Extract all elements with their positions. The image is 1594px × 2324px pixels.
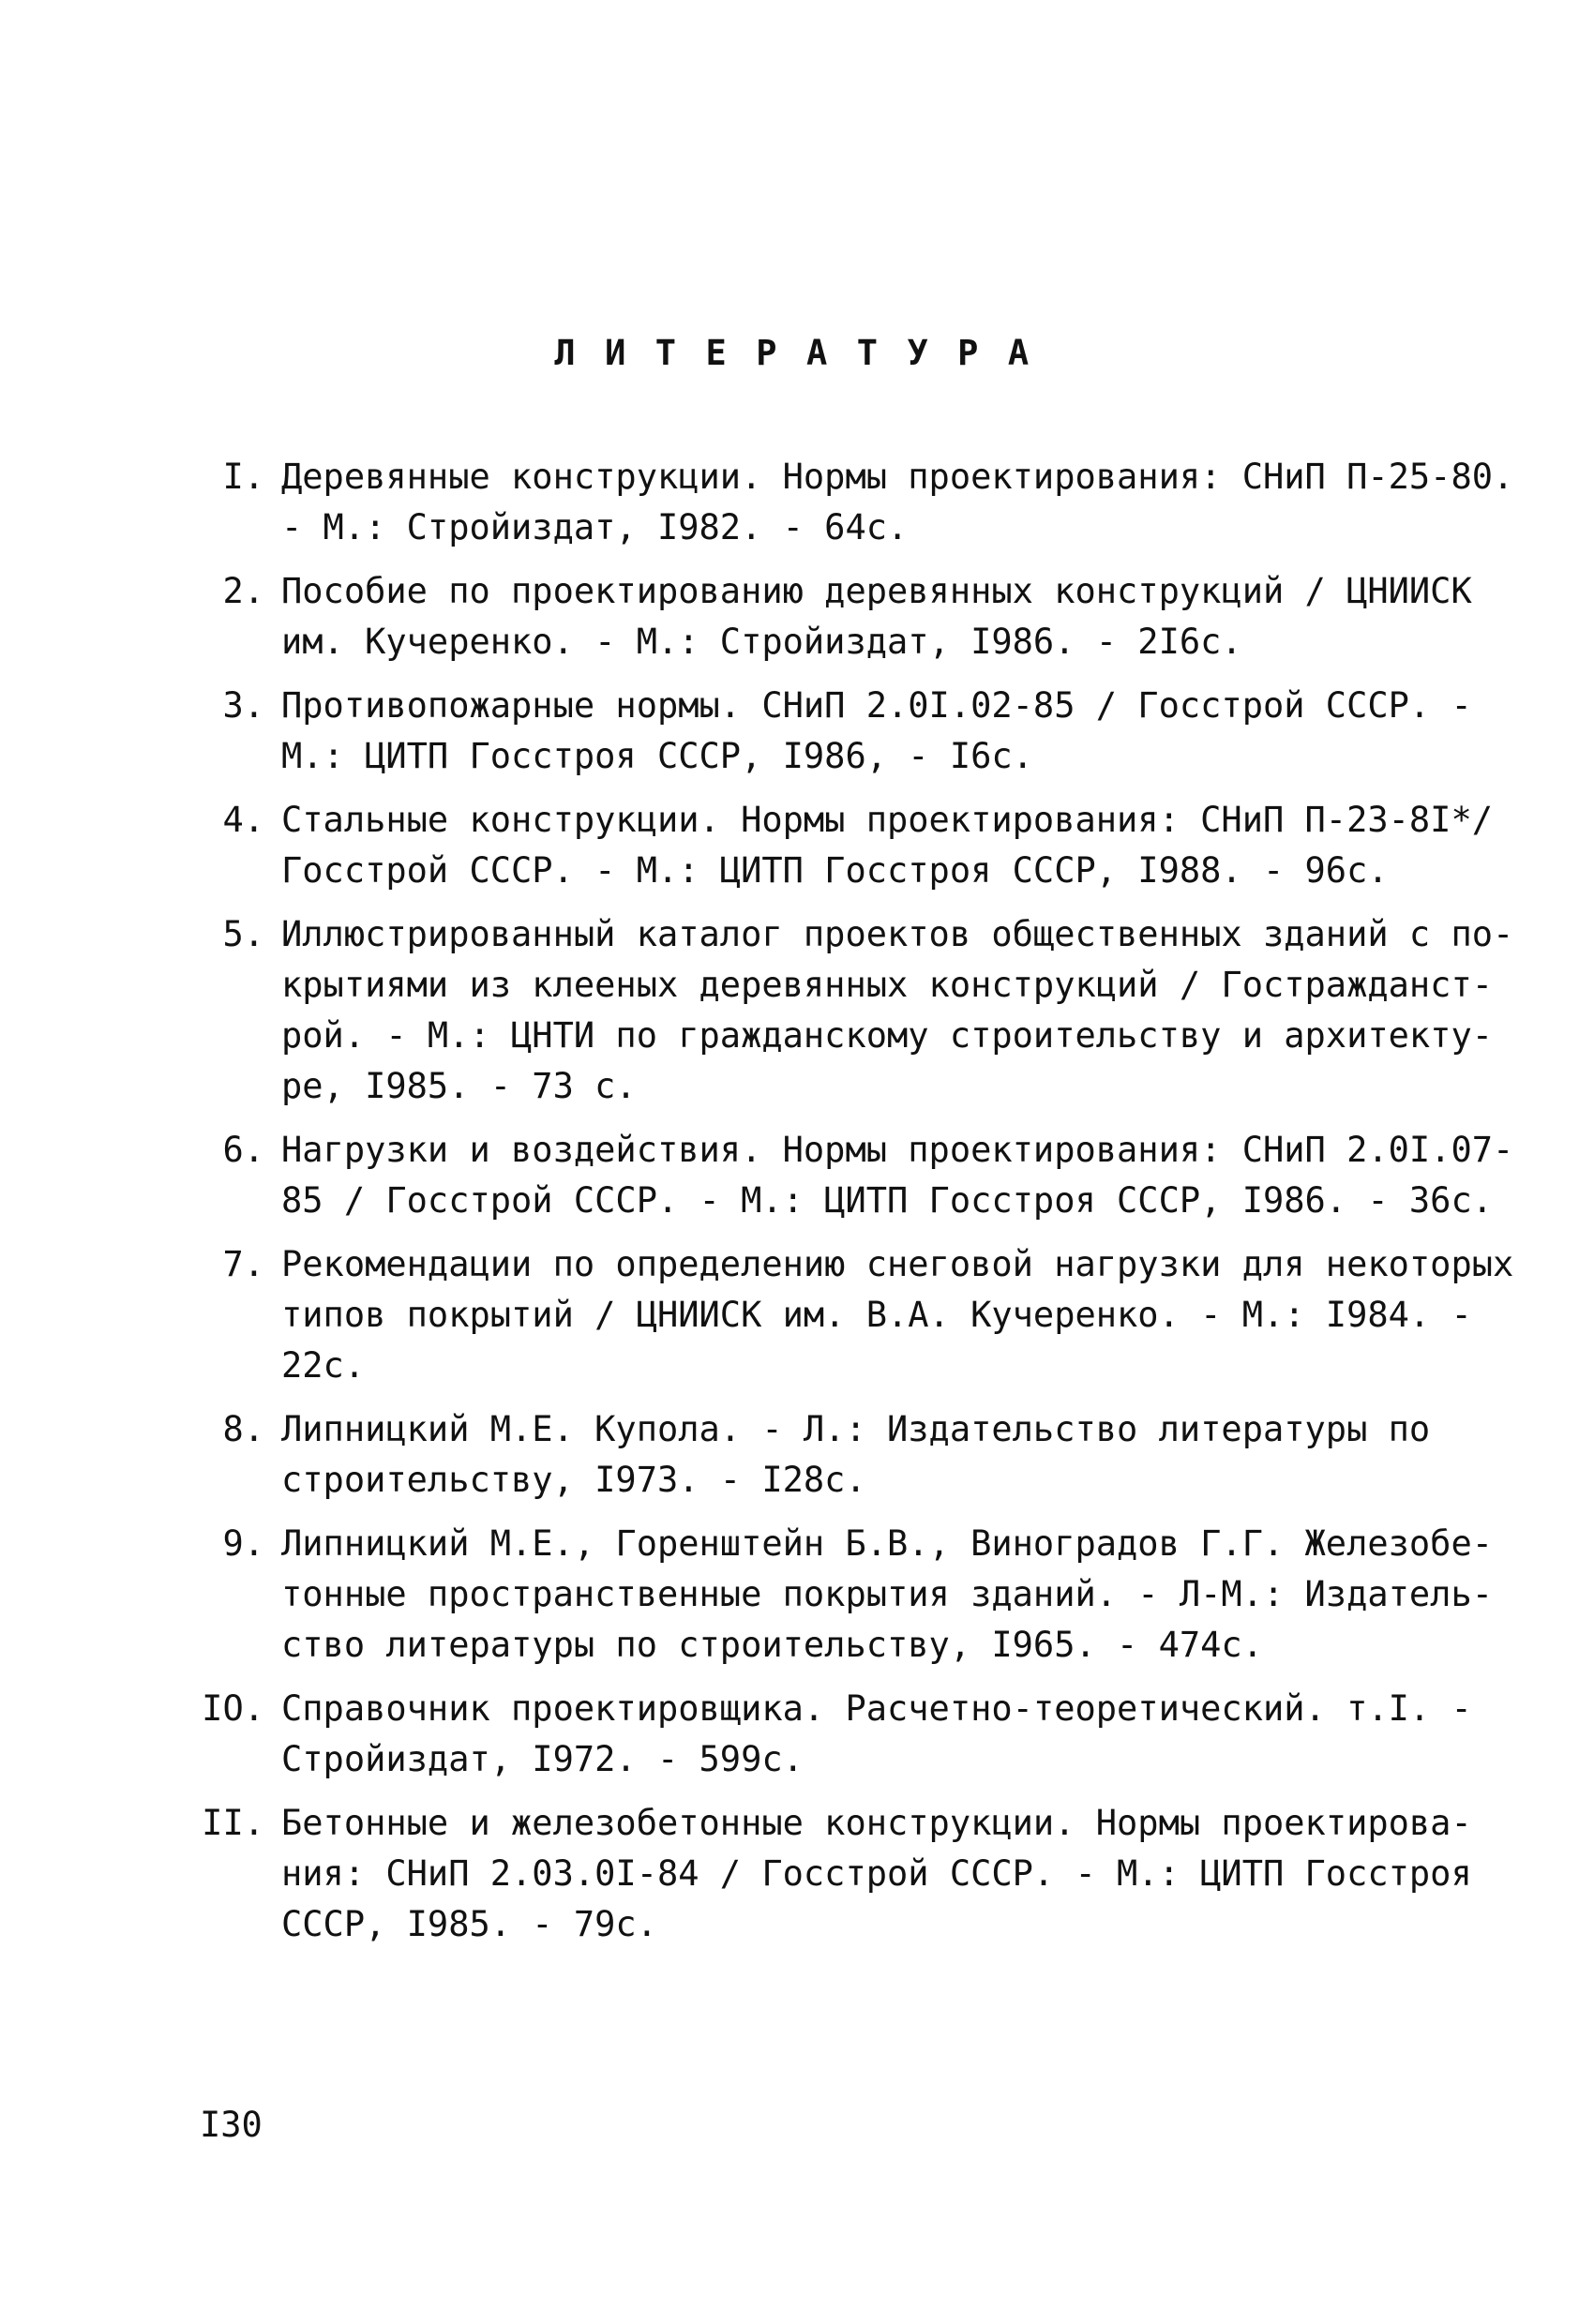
reference-item (178, 795, 1494, 896)
page-title: ЛИТЕРАТУРА (554, 333, 1059, 373)
reference-text-line: тонные пространственные покрытия зданий. - Л-М.: Издатель- (281, 1574, 1494, 1614)
reference-text-line: Липницкий М.Е., Горенштейн Б.В., Виноградов Г.Г. Железобе- (281, 1523, 1494, 1564)
reference-number: I. (222, 457, 264, 497)
reference-item (178, 1684, 1472, 1785)
reference-number: 6. (222, 1130, 264, 1170)
reference-text-line: рой. - М.: ЦНТИ по гражданскому строительству и архитекту- (281, 1015, 1494, 1056)
reference-item (178, 1125, 1514, 1226)
reference-text-line: Рекомендации по определению снеговой нагрузки для некоторых (281, 1244, 1514, 1284)
reference-item (178, 452, 1514, 553)
reference-text-line: ство литературы по строительству, I965. - 474с. (281, 1625, 1263, 1665)
reference-number: 5. (222, 914, 264, 954)
reference-text-line: 85 / Госстрой СССР. - М.: ЦИТП Госстроя СССР, I986. - 36с. (281, 1180, 1494, 1221)
reference-number: 2. (222, 571, 264, 611)
reference-text-line: Иллюстрированный каталог проектов общественных зданий с по- (281, 914, 1514, 954)
reference-item (178, 1798, 1472, 1950)
reference-text-line: строительству, I973. - I28с. (281, 1460, 866, 1500)
reference-item (178, 909, 1514, 1112)
reference-number: 3. (222, 685, 264, 726)
reference-text-line: ре, I985. - 73 с. (281, 1066, 637, 1106)
reference-item (178, 681, 1472, 782)
reference-number: 7. (222, 1244, 264, 1284)
reference-text-line: Бетонные и железобетонные конструкции. Нормы проектирова- (281, 1803, 1472, 1843)
reference-text-line: им. Кучеренко. - М.: Стройиздат, I986. - 2I6с. (281, 622, 1242, 662)
reference-text-line: Противопожарные нормы. СНиП 2.0I.02-85 / Госстрой СССР. - (281, 685, 1472, 726)
reference-number: 8. (222, 1409, 264, 1449)
reference-item (178, 566, 1472, 667)
reference-text-line: Нагрузки и воздействия. Нормы проектирования: СНиП 2.0I.07- (281, 1130, 1514, 1170)
reference-text-line: типов покрытий / ЦНИИСК им. В.А. Кучеренко. - М.: I984. - (281, 1295, 1472, 1335)
reference-text-line: М.: ЦИТП Госстроя СССР, I986, - I6с. (281, 736, 1033, 776)
page-number: I30 (200, 2105, 263, 2145)
reference-text-line: ния: СНиП 2.03.0I-84 / Госстрой СССР. - М.: ЦИТП Госстроя (281, 1853, 1472, 1894)
reference-text-line: СССР, I985. - 79с. (281, 1904, 657, 1944)
reference-text-line: Стальные конструкции. Нормы проектирования: СНиП П-23-8I*/ (281, 800, 1494, 840)
reference-number: II. (202, 1803, 264, 1843)
reference-number: IO. (202, 1688, 264, 1729)
reference-item (178, 1519, 1494, 1671)
reference-item (178, 1404, 1444, 1506)
reference-item (178, 1239, 1514, 1391)
reference-list (178, 452, 1514, 1963)
reference-text-line: Стройиздат, I972. - 599с. (281, 1739, 804, 1779)
reference-text-line: Справочник проектировщика. Расчетно-теоретический. т.I. - (281, 1688, 1472, 1729)
reference-number: 4. (222, 800, 264, 840)
reference-text-line: - М.: Стройиздат, I982. - 64с. (281, 507, 909, 547)
reference-text-line: Госстрой СССР. - М.: ЦИТП Госстроя СССР, I988. - 96с. (281, 850, 1389, 891)
reference-text-line: 22с. (281, 1345, 366, 1386)
reference-text-line: Деревянные конструкции. Нормы проектирования: СНиП П-25-80. (281, 457, 1514, 497)
reference-number: 9. (222, 1523, 264, 1564)
reference-text-line: крытиями из клееных деревянных конструкций / Гостражданст- (281, 965, 1494, 1005)
reference-text-line: Липницкий М.Е. Купола. - Л.: Издательство литературы по (281, 1409, 1431, 1449)
reference-text-line: Пособие по проектированию деревянных конструкций / ЦНИИСК (281, 571, 1472, 611)
